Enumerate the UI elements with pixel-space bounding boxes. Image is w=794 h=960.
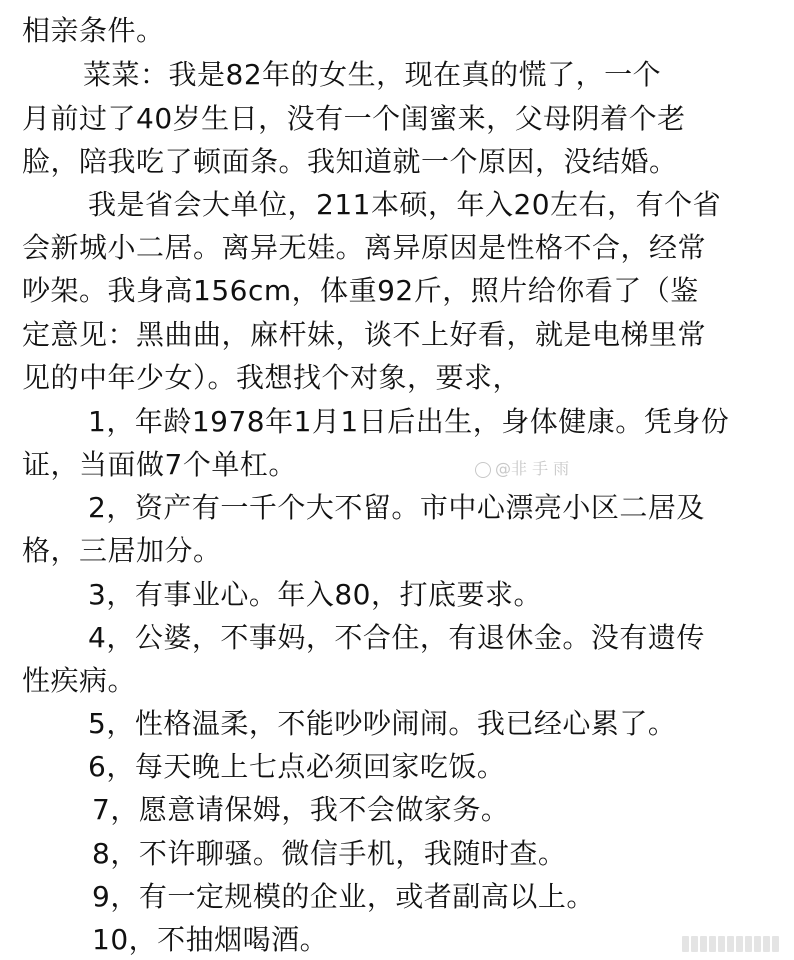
footer-decoration-icon	[682, 934, 782, 954]
text-line-10: 1，年龄1978年1月1日后出生，身体健康。凭身份	[88, 405, 730, 438]
text-line-2: 菜菜：我是82年的女生，现在真的慌了，一个	[83, 58, 662, 91]
text-line-17: 5，性格温柔，不能吵吵闹闹。我已经心累了。	[88, 707, 677, 740]
text-line-8: 定意见：黑曲曲，麻杆妹，谈不上好看，就是电梯里常	[22, 318, 707, 351]
weibo-logo-icon	[475, 462, 491, 478]
text-line-6: 会新城小二居。离异无娃。离异原因是性格不合，经常	[22, 231, 707, 264]
text-line-13: 格，三居加分。	[22, 534, 222, 567]
text-line-22: 10，不抽烟喝酒。	[92, 923, 329, 956]
text-line-11: 证，当面做7个单杠。	[22, 448, 297, 481]
text-line-20: 8，不许聊骚。微信手机，我随时查。	[92, 837, 567, 870]
text-line-1: 相亲条件。	[22, 14, 165, 47]
text-line-7: 吵架。我身高156cm，体重92斤，照片给你看了（鉴	[22, 274, 699, 307]
text-line-14: 3，有事业心。年入80，打底要求。	[88, 578, 542, 611]
text-line-3: 月前过了40岁生日，没有一个闺蜜来，父母阴着个老	[22, 102, 686, 135]
text-line-15: 4，公婆，不事妈，不合住，有退休金。没有遗传	[88, 621, 705, 654]
text-line-21: 9，有一定规模的企业，或者副高以上。	[92, 880, 595, 913]
text-line-12: 2，资产有一千个大不留。市中心漂亮小区二居及	[88, 491, 705, 524]
watermark	[475, 456, 569, 479]
watermark-text: @非 手 雨	[495, 459, 570, 478]
text-line-5: 我是省会大单位，211本硕，年入20左右，有个省	[88, 188, 722, 221]
text-line-4: 脸，陪我吃了顿面条。我知道就一个原因，没结婚。	[22, 145, 678, 178]
text-line-18: 6，每天晚上七点必须回家吃饭。	[88, 750, 506, 783]
text-line-16: 性疾病。	[22, 664, 137, 697]
text-line-9: 见的中年少女）。我想找个对象，要求，	[22, 361, 522, 394]
text-line-19: 7，愿意请保姆，我不会做家务。	[92, 793, 510, 826]
